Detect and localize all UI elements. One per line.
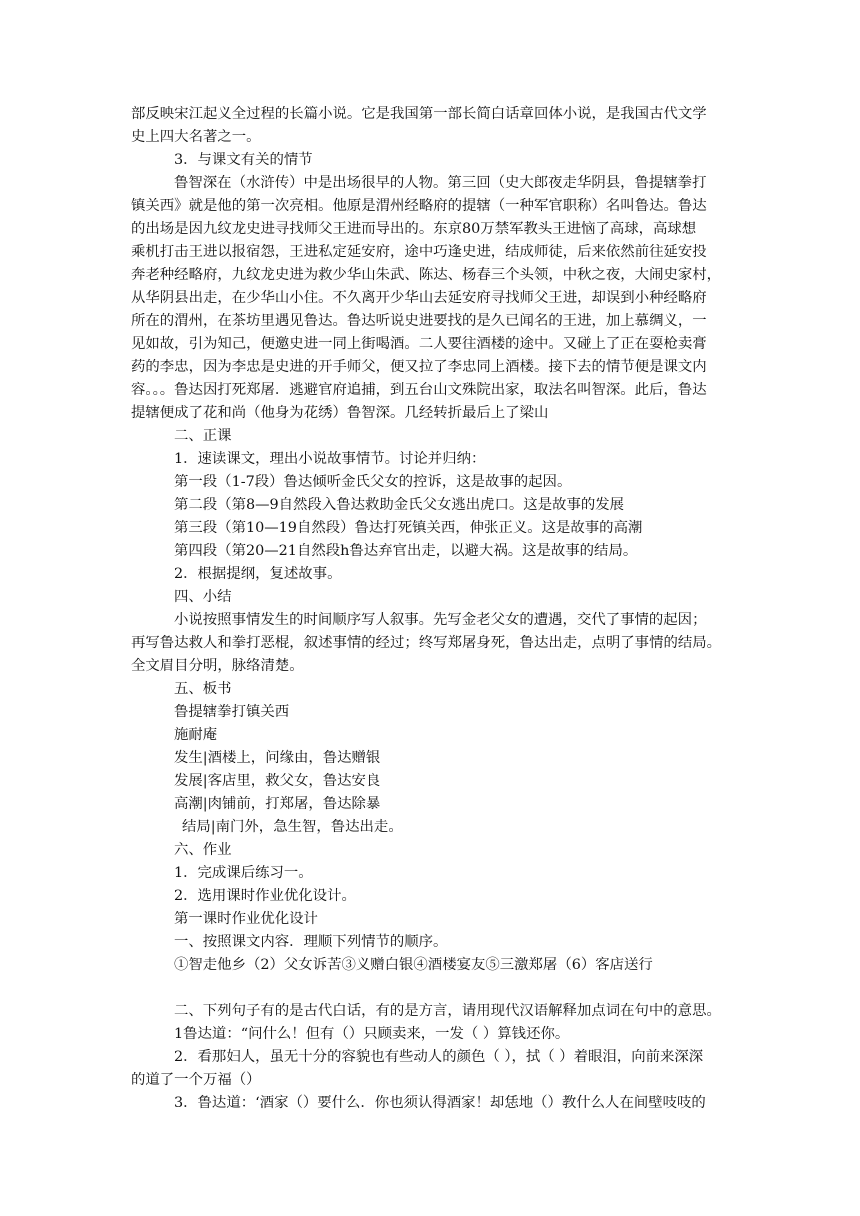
text-line: 第四段（第20—21自然段h鲁达弃官出走，以避大祸。这是故事的结局。: [174, 543, 638, 559]
text-line: 1．完成课后练习一。: [174, 865, 313, 881]
section-heading: 六、作业: [174, 842, 232, 858]
question-heading: 二、下列句子有的是古代白话，有的是方言，请用现代汉语解释加点词在句中的意思。: [174, 1003, 721, 1019]
text-line: 奔老种经略府，九纹龙史进为救少华山朱武、陈达、杨春三个头领，中秋之夜，大闹史家村，: [131, 267, 722, 283]
text-line: 2．选用课时作业优化设计。: [174, 888, 356, 904]
text-line: 全文眉目分明，脉络清楚。: [131, 658, 304, 674]
text-line: 再写鲁达救人和拳打恶棍，叙述事情的经过；终写郑屠身死，鲁达出走，点明了事情的结局。: [131, 635, 722, 651]
board-row: 高潮|肉铺前，打郑屠，鲁达除暴: [174, 796, 381, 812]
text-line: 所在的渭州，在茶坊里遇见鲁达。鲁达听说史进要找的是久已闻名的王进，加上慕绸义，一: [131, 313, 707, 329]
section-heading: 二、正课: [174, 428, 232, 444]
text-line: 2．看那妇人，虽无十分的容貌也有些动人的颜色（ ），拭（ ）着眼泪，向前来深深: [174, 1049, 704, 1065]
text-line: 镇关西》就是他的第一次亮相。他原是渭州经略府的提辖（一种军官职称）名叫鲁达。鲁达: [131, 198, 707, 214]
text-line: 1鲁达道：“问什么！但有（）只顾卖来，一发（ ）算钱还你。: [174, 1026, 570, 1042]
section-heading: 3．与课文有关的情节: [174, 152, 313, 168]
board-row: 结局|南门外，急生智，鲁达出走。: [182, 819, 403, 835]
text-line: 第二段（第8—9自然段入鲁达救助金氏父女逃出虎口。这是故事的发展: [174, 497, 625, 513]
question-heading: 一、按照课文内容．理顺下列情节的顺序。: [174, 934, 448, 950]
text-line: 见如故，引为知己，便邀史进一同上街喝酒。二人要往酒楼的途中。又碰上了正在耍枪卖膏: [131, 336, 707, 352]
text-line: 2．根据提纲，复述故事。: [174, 566, 342, 582]
board-title: 鲁提辖拳打镇关西: [174, 704, 290, 720]
text-line: 鲁智深在（水浒传）中是出场很早的人物。第三回（史大郎夜走华阴县，鲁提辖拳打: [174, 175, 707, 191]
section-heading: 五、板书: [174, 681, 232, 697]
text-line: 史上四大名著之一。: [131, 129, 261, 145]
text-line: 部反映宋江起义全过程的长篇小说。它是我国第一部长简白话章回体小说，是我国古代文学: [131, 106, 707, 122]
text-line: 的道了一个万福（）: [131, 1072, 261, 1088]
section-heading: 四、小结: [174, 589, 232, 605]
text-line: 第一段（1-7段）鲁达倾听金氏父女的控诉，这是故事的起因。: [174, 474, 572, 490]
text-line: 3．鲁达道：‘酒家（）要什么．你也须认得酒家！却恁地（）教什么人在间壁吱吱的: [174, 1095, 706, 1111]
text-line: 从华阴县出走，在少华山小住。不久离开少华山去延安府寻找师父王进，却误到小种经略府: [131, 290, 707, 306]
text-line: 第三段（第10—19自然段）鲁达打死镇关西，伸张正义。这是故事的高潮: [174, 520, 643, 536]
subsection-heading: 第一课时作业优化设计: [174, 911, 318, 927]
text-line: 1．速读课文，理出小说故事情节。讨论并归纳：: [174, 451, 486, 467]
text-line: 药的李忠，因为李忠是史进的开手师父，便又拉了李忠同上酒楼。接下去的情节便是课文内: [131, 359, 707, 375]
text-line: 小说按照事情发生的时间顺序写人叙事。先写金老父女的遭遇，交代了事情的起因；: [174, 612, 707, 628]
board-row: 发生|酒楼上，问缘由，鲁达赠银: [174, 750, 381, 766]
text-line: 乘机打击王进以报宿怨，王进私定延安府，途中巧逢史进，结成师徒，后来依然前往延安投: [131, 244, 707, 260]
board-row: 发展|客店里，救父女，鲁达安良: [174, 773, 381, 789]
text-line: 容。。。鲁达因打死郑屠．逃避官府追捕，到五台山文殊院出家，取法名叫智深。此后，鲁达: [131, 382, 707, 398]
board-author: 施耐庵: [174, 727, 218, 743]
text-line: 提辖便成了花和尚（他身为花绣）鲁智深。几经转折最后上了梁山: [131, 405, 549, 421]
text-line: 的出场是因九纹龙史进寻找师父王进而导出的。东京80万禁军教头王进恼了高球，高球想: [131, 221, 697, 237]
text-line: ①智走他乡（2）父女诉苦③义赠白银④酒楼宴友⑤三激郑屠（6）客店送行: [174, 957, 653, 973]
